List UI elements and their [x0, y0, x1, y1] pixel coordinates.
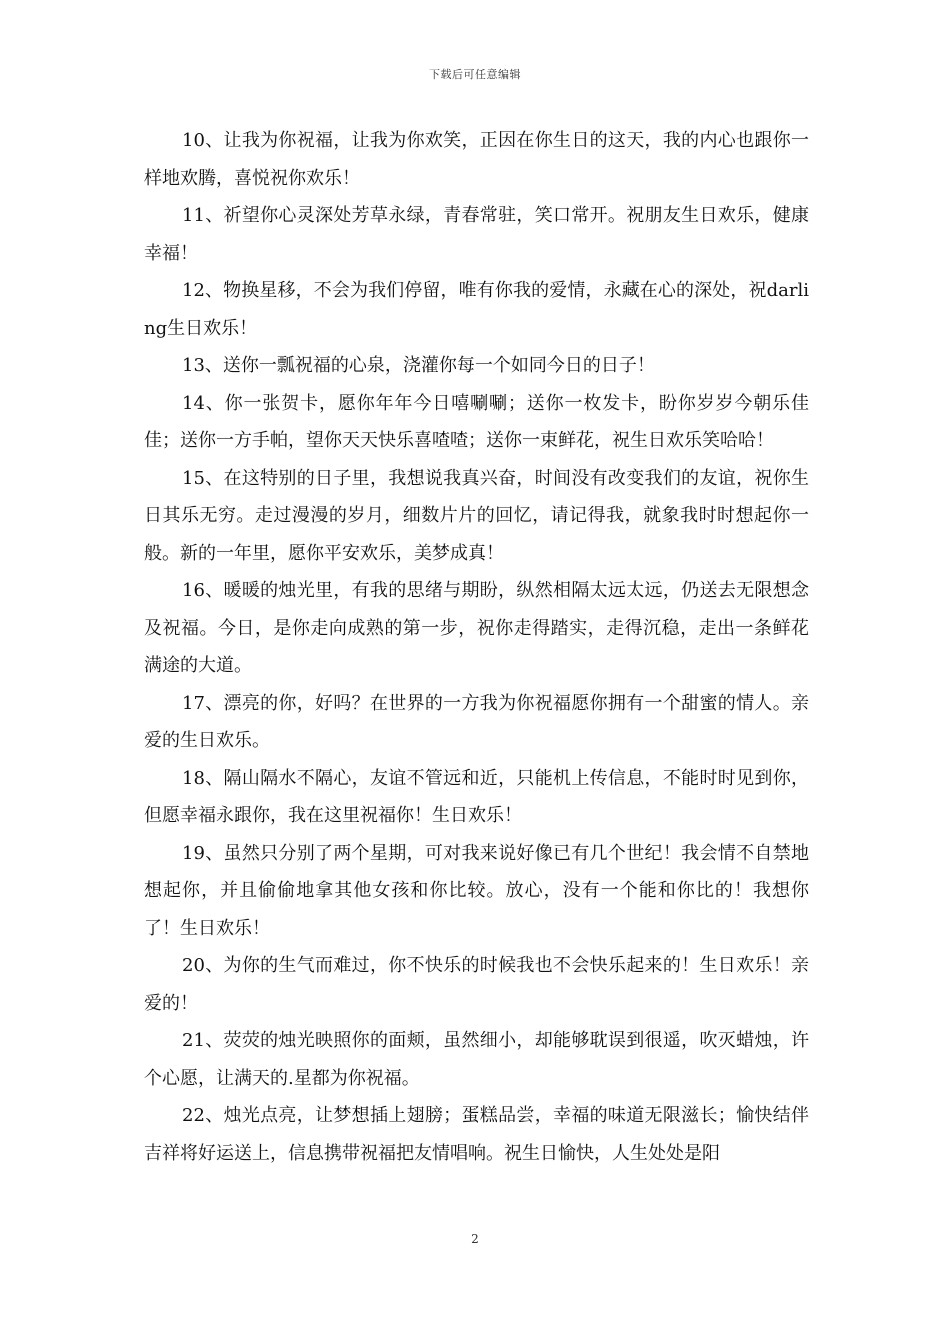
- paragraph-16: 16、暖暖的烛光里，有我的思绪与期盼，纵然相隔太远太远，仍送去无限想念及祝福。今日，是你走向成熟的第一步，祝你走得踏实，走得沉稳，走出一条鲜花满途的大道。: [144, 580, 809, 676]
- document-body: [144, 122, 809, 1172]
- paragraph-19: 19、虽然只分别了两个星期，可对我来说好像已有几个世纪！我会情不自禁地想起你，并且偷偷地拿其他女孩和你比较。放心，没有一个能和你比的！我想你了！生日欢乐！: [144, 842, 809, 939]
- paragraph-14: 14、你一张贺卡，愿你年年今日嘻唰唰；送你一枚发卡，盼你岁岁今朝乐佳佳；送你一方手帕，望你天天快乐喜喳喳；送你一束鲜花，祝生日欢乐笑哈哈！: [144, 392, 809, 451]
- paragraph-15: 15、在这特别的日子里，我想说我真兴奋，时间没有改变我们的友谊，祝你生日其乐无穷。走过漫漫的岁月，细数片片的回忆，请记得我，就象我时时想起你一般。新的一年里，愿你平安欢乐，美梦成真！: [144, 467, 809, 564]
- page-number: 2: [471, 1232, 479, 1246]
- paragraph-22: 22、烛光点亮，让梦想插上翅膀；蛋糕品尝，幸福的味道无限滋长；愉快结伴吉祥将好运送上，信息携带祝福把友情唱响。祝生日愉快，人生处处是阳: [144, 1105, 809, 1164]
- paragraph-11: 11、祈望你心灵深处芳草永绿，青春常驻，笑口常开。祝朋友生日欢乐，健康幸福！: [144, 205, 809, 264]
- paragraph-21: 21、荧荧的烛光映照你的面颊，虽然细小，却能够耽误到很遥，吹灭蜡烛，许个心愿，让满天的.星都为你祝福。: [144, 1030, 809, 1089]
- paragraph-17: 17、漂亮的你，好吗？在世界的一方我为你祝福愿你拥有一个甜蜜的情人。亲爱的生日欢乐。: [144, 692, 809, 751]
- paragraph-18: 18、隔山隔水不隔心，友谊不管远和近，只能机上传信息，不能时时见到你，但愿幸福永跟你，我在这里祝福你！生日欢乐！: [144, 767, 809, 826]
- paragraph-20: 20、为你的生气而难过，你不快乐的时候我也不会快乐起来的！生日欢乐！亲爱的！: [144, 955, 809, 1014]
- paragraph-10: 10、让我为你祝福，让我为你欢笑，正因在你生日的这天，我的内心也跟你一样地欢腾，喜悦祝你欢乐！: [144, 130, 809, 189]
- paragraph-12: 12、物换星移，不会为我们停留，唯有你我的爱情，永藏在心的深处，祝darling生日欢乐！: [144, 280, 809, 339]
- paragraph-13: 13、送你一瓢祝福的心泉，浇灌你每一个如同今日的日子！: [182, 355, 655, 376]
- page-header: 下载后可任意编辑: [429, 68, 521, 81]
